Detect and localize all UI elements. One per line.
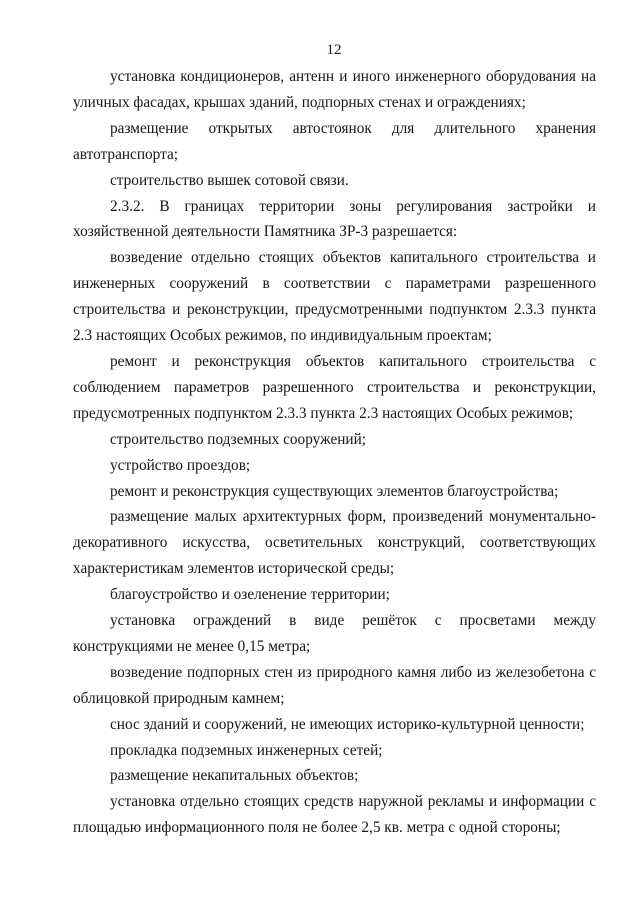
page-number: 12 xyxy=(326,42,342,58)
paragraph-section-2-3-2: 2.3.2. В границах территории зоны регулирования застройки и хозяйственной деятельности Памятника ЗР-3 разрешается: xyxy=(73,197,596,241)
paragraph-landscaping-elements: ремонт и реконструкция существующих элементов благоустройства; xyxy=(110,482,559,500)
paragraph-underground-networks: прокладка подземных инженерных сетей; xyxy=(110,741,383,759)
paragraph-demolition: снос зданий и сооружений, не имеющих историко-культурной ценности; xyxy=(110,715,585,733)
paragraph-repair-reconstruction: ремонт и реконструкция объектов капитального строительства с соблюдением параметров разрешенного строительства и реконструкции, предусмотренных подпунктом 2.3.3 пункта 2.3 настоящих Особых режимов; xyxy=(73,352,596,422)
paragraph-fences: установка ограждений в виде решёток с просветами между конструкциями не менее 0,15 метра; xyxy=(73,612,596,655)
document-body xyxy=(73,64,596,841)
paragraph-underground-structures: строительство подземных сооружений; xyxy=(110,430,367,448)
paragraph-retaining-walls: возведение подпорных стен из природного камня либо из железобетона с облицовкой природным камнем; xyxy=(73,663,596,707)
paragraph-cell-towers: строительство вышек сотовой связи. xyxy=(110,171,349,189)
paragraph-ac-installation: установка кондиционеров, антенн и иного инженерного оборудования на уличных фасадах, крышах зданий, подпорных стенах и ограждениях; xyxy=(73,68,596,111)
paragraph-driveways: устройство проездов; xyxy=(110,456,251,474)
paragraph-open-parking: размещение открытых автостоянок для длительного хранения автотранспорта; xyxy=(73,119,596,163)
paragraph-greening: благоустройство и озеленение территории; xyxy=(110,586,390,604)
paragraph-non-capital-objects: размещение некапитальных объектов; xyxy=(110,767,359,785)
paragraph-capital-construction: возведение отдельно стоящих объектов капитального строительства и инженерных сооружений в соответствии с параметрами разрешенного строительства и реконструкции, предусмотренными подпунктом 2.3.3 пункта 2.3 настоящих Особых режимов, по индивидуальным проектам; xyxy=(73,249,596,345)
paragraph-small-architectural-forms: размещение малых архитектурных форм, произведений монументально-декоративного искусства, осветительных конструкций, соответствующих характеристикам элементов исторической среды; xyxy=(73,508,596,578)
paragraph-outdoor-advertising: установка отдельно стоящих средств наружной рекламы и информации с площадью информационного поля не более 2,5 кв. метра с одной стороны; xyxy=(73,793,596,837)
